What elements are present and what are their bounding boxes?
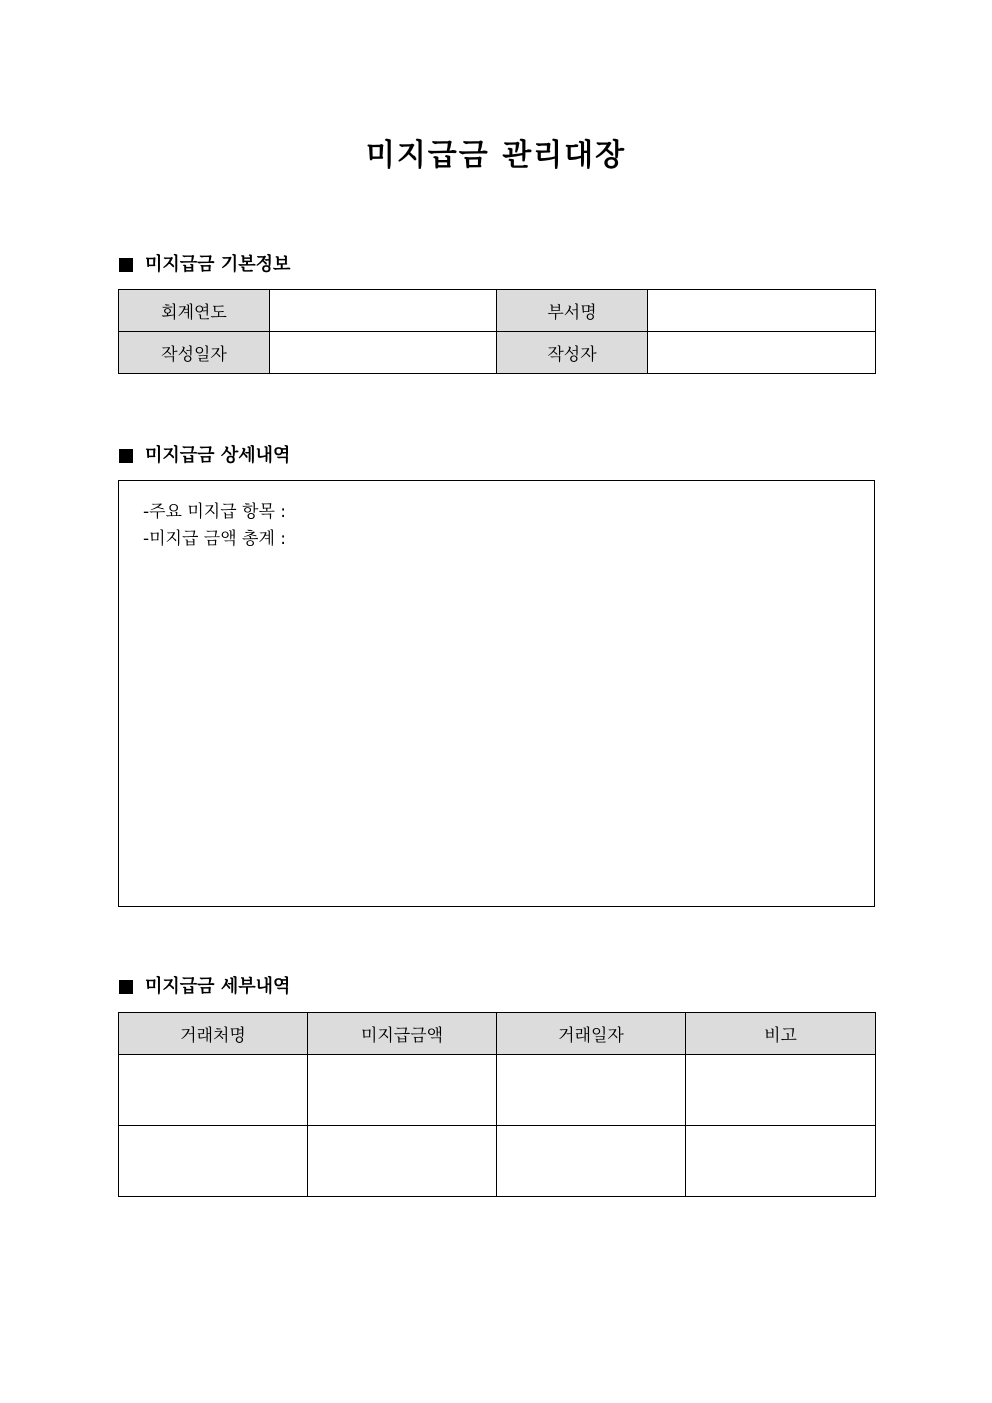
table-row <box>119 1126 876 1197</box>
date-cell[interactable] <box>497 1126 686 1197</box>
total-amount-line: -미지급 금액 총계 : <box>143 529 287 549</box>
department-field[interactable] <box>648 290 876 332</box>
section-heading-label: 미지급금 기본정보 <box>145 254 291 275</box>
fiscal-year-label: 회계연도 <box>119 290 270 332</box>
items-table <box>118 1012 876 1197</box>
table-row <box>119 290 876 332</box>
square-bullet-icon <box>119 449 133 463</box>
square-bullet-icon <box>119 258 133 272</box>
table-header-row <box>119 1013 876 1055</box>
amount-cell[interactable] <box>308 1055 497 1126</box>
table-row <box>119 1055 876 1126</box>
section-heading-basic <box>119 253 290 277</box>
date-written-label: 작성일자 <box>119 332 270 374</box>
vendor-cell[interactable] <box>119 1055 308 1126</box>
table-row <box>119 332 876 374</box>
column-header-vendor: 거래처명 <box>119 1013 308 1055</box>
document-title: 미지급금 관리대장 <box>365 138 627 173</box>
square-bullet-icon <box>119 980 133 994</box>
remarks-cell[interactable] <box>686 1055 876 1126</box>
department-label: 부서명 <box>497 290 648 332</box>
main-items-line: -주요 미지급 항목 : <box>143 502 287 522</box>
column-header-amount: 미지급금액 <box>308 1013 497 1055</box>
date-written-field[interactable] <box>270 332 497 374</box>
author-label: 작성자 <box>497 332 648 374</box>
detail-text-area[interactable] <box>118 480 875 907</box>
section-heading-items <box>119 975 290 999</box>
column-header-remarks: 비고 <box>686 1013 876 1055</box>
date-cell[interactable] <box>497 1055 686 1126</box>
section-heading-label: 미지급금 상세내역 <box>145 445 291 466</box>
vendor-cell[interactable] <box>119 1126 308 1197</box>
section-heading-label: 미지급금 세부내역 <box>145 976 291 997</box>
basic-info-table <box>118 289 876 374</box>
section-heading-detail <box>119 444 290 468</box>
remarks-cell[interactable] <box>686 1126 876 1197</box>
column-header-date: 거래일자 <box>497 1013 686 1055</box>
author-field[interactable] <box>648 332 876 374</box>
fiscal-year-field[interactable] <box>270 290 497 332</box>
amount-cell[interactable] <box>308 1126 497 1197</box>
